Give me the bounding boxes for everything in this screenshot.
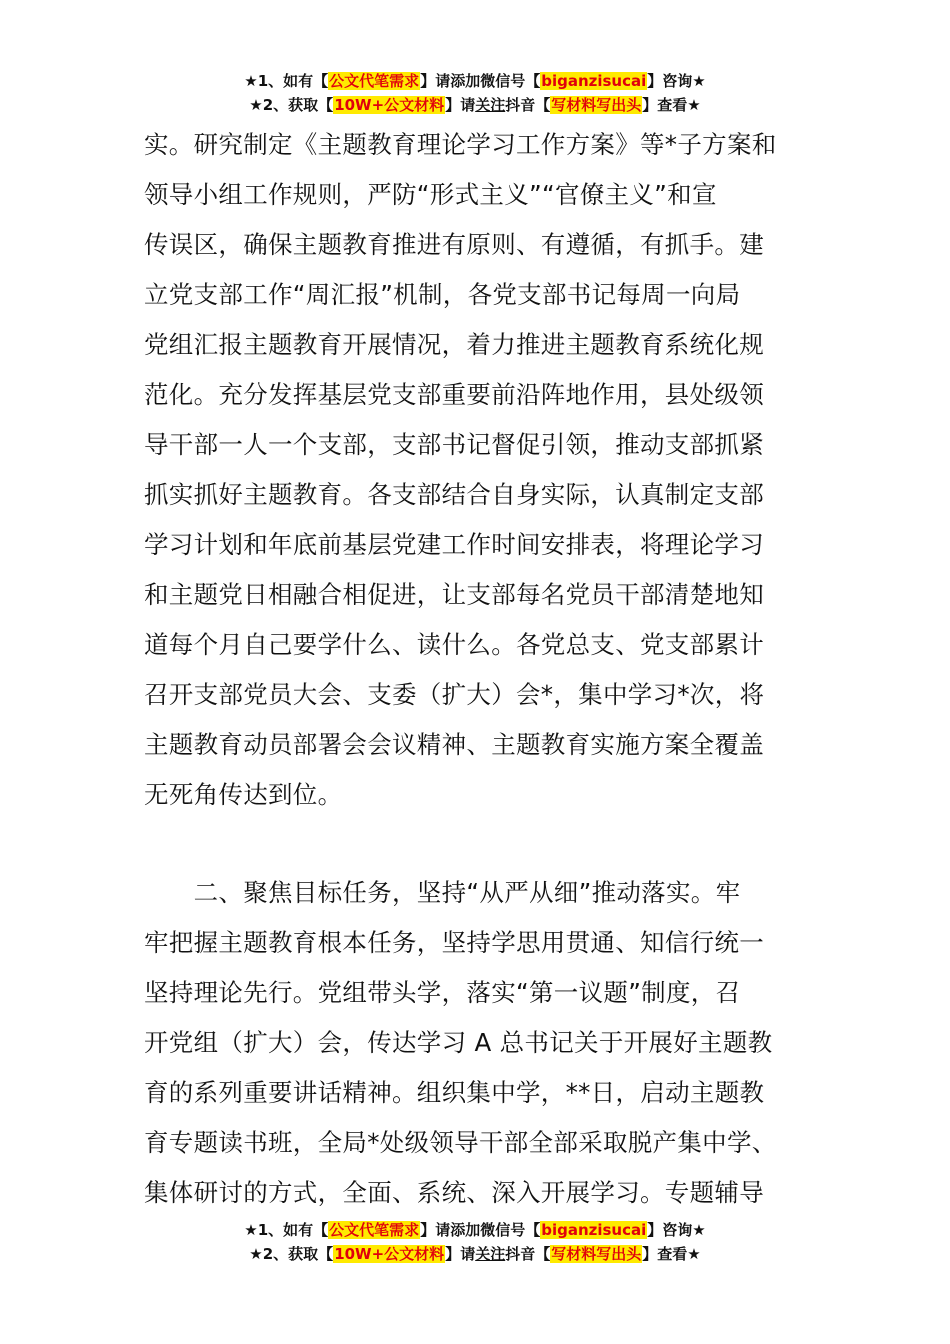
- banner-underlined-text: 关注: [475, 1245, 506, 1263]
- body-paragraph-2: [144, 868, 812, 1218]
- banner-text: 】查看★: [642, 96, 701, 114]
- banner-line-1: [0, 70, 950, 94]
- banner-text: 】请添加微信号【: [420, 72, 541, 90]
- text-line: 导干部一人一个支部，支部书记督促引领，推动支部抓紧: [144, 430, 764, 459]
- text-line: 抓实抓好主题教育。各支部结合自身实际，认真制定支部: [144, 480, 764, 509]
- banner-underlined-text: 关注: [475, 96, 506, 114]
- text-line: 和主题党日相融合相促进，让支部每名党员干部清楚地知: [144, 580, 764, 609]
- banner-text: ★1、如有【: [244, 72, 329, 90]
- banner-text: ★2、获取【: [249, 96, 334, 114]
- banner-line-2: [0, 94, 950, 118]
- text-line: 集体研讨的方式，全面、系统、深入开展学习。专题辅导: [144, 1178, 764, 1207]
- banner-text: 】请添加微信号【: [420, 1221, 541, 1239]
- banner-text: 】请: [445, 96, 476, 114]
- highlight-materials: 10W+公文材料: [334, 96, 445, 114]
- text-line: 二、聚焦目标任务，坚持“从严从细”推动落实。牢: [144, 878, 741, 907]
- text-line: 范化。充分发挥基层党支部重要前沿阵地作用，县处级领: [144, 380, 764, 409]
- text-line: 无死角传达到位。: [144, 780, 343, 809]
- banner-text: 】咨询★: [647, 1221, 706, 1239]
- text-line: 开党组（扩大）会，传达学习 A 总书记关于开展好主题教: [144, 1028, 773, 1057]
- banner-text: 抖音【: [505, 96, 551, 114]
- highlight-wechat-id: biganzisucai: [541, 1221, 647, 1239]
- banner-line-2: [0, 1243, 950, 1267]
- text-line: 党组汇报主题教育开展情况，着力推进主题教育系统化规: [144, 330, 764, 359]
- highlight-service: 公文代笔需求: [329, 1221, 420, 1239]
- banner-text: 】查看★: [642, 1245, 701, 1263]
- text-line: 传误区，确保主题教育推进有原则、有遵循，有抓手。建: [144, 230, 764, 259]
- text-line: 领导小组工作规则，严防“形式主义”“官僚主义”和宣: [144, 180, 717, 209]
- banner-text: 抖音【: [505, 1245, 551, 1263]
- text-line: 育专题读书班，全局*处级领导干部全部采取脱产集中学、: [144, 1128, 777, 1157]
- banner-text: 】请: [445, 1245, 476, 1263]
- highlight-service: 公文代笔需求: [329, 72, 420, 90]
- text-line: 实。研究制定《主题教育理论学习工作方案》等*子方案和: [144, 130, 777, 159]
- text-line: 坚持理论先行。党组带头学，落实“第一议题”制度，召: [144, 978, 741, 1007]
- text-line: 主题教育动员部署会会议精神、主题教育实施方案全覆盖: [144, 730, 764, 759]
- highlight-douyin: 写材料写出头: [551, 96, 642, 114]
- footer-banner: [0, 1219, 950, 1267]
- text-line: 学习计划和年底前基层党建工作时间安排表，将理论学习: [144, 530, 764, 559]
- text-line: 牢把握主题教育根本任务，坚持学思用贯通、知信行统一: [144, 928, 764, 957]
- highlight-wechat-id: biganzisucai: [541, 72, 647, 90]
- banner-text: ★1、如有【: [244, 1221, 329, 1239]
- text-line: 召开支部党员大会、支委（扩大）会*，集中学习*次，将: [144, 680, 765, 709]
- body-paragraph-1: [144, 120, 812, 820]
- text-line: 立党支部工作“周汇报”机制，各党支部书记每周一向局: [144, 280, 741, 309]
- text-line: 育的系列重要讲话精神。组织集中学，**日，启动主题教: [144, 1078, 765, 1107]
- highlight-douyin: 写材料写出头: [551, 1245, 642, 1263]
- banner-line-1: [0, 1219, 950, 1243]
- highlight-materials: 10W+公文材料: [334, 1245, 445, 1263]
- header-banner: [0, 70, 950, 118]
- text-line: 道每个月自己要学什么、读什么。各党总支、党支部累计: [144, 630, 764, 659]
- banner-text: 】咨询★: [647, 72, 706, 90]
- banner-text: ★2、获取【: [249, 1245, 334, 1263]
